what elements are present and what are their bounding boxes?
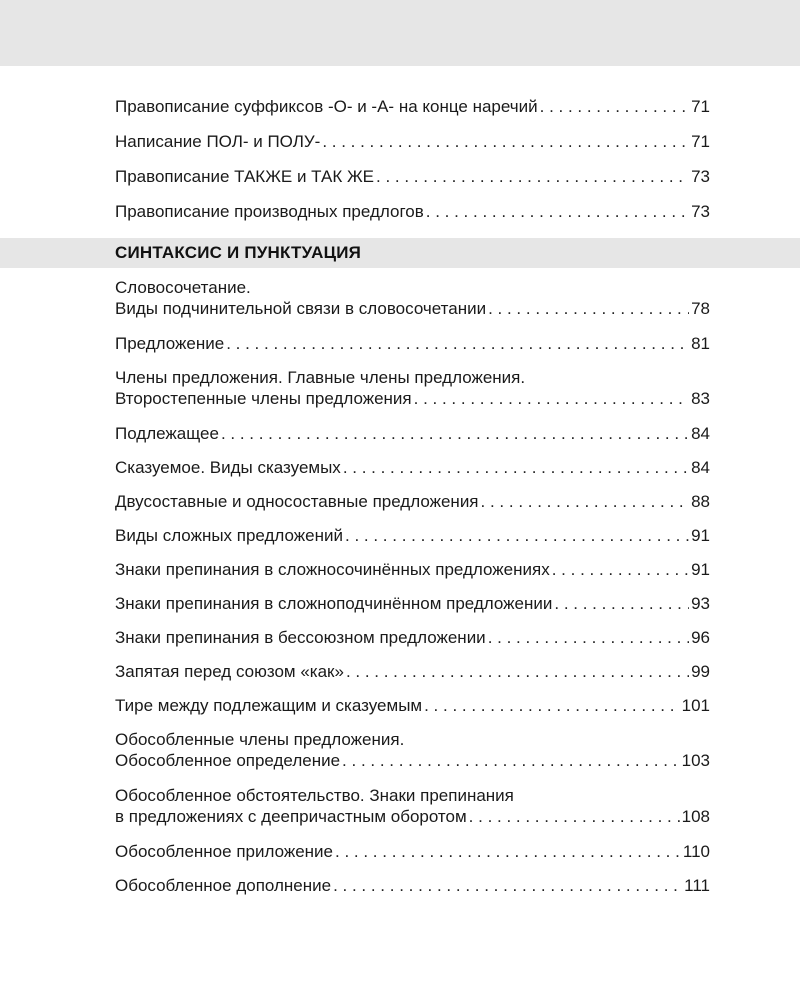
entry-title-line1: Члены предложения. Главные члены предложения. (115, 368, 526, 387)
toc-entry[interactable] (115, 457, 710, 491)
entry-page: 78 (691, 299, 710, 318)
dot-leader (469, 806, 680, 827)
entry-page: 71 (691, 132, 710, 151)
entry-title: Второстепенные члены предложения (115, 389, 412, 408)
entry-page: 99 (691, 662, 710, 681)
dot-leader (552, 559, 689, 580)
entry-title: Написание ПОЛ- и ПОЛУ- (115, 132, 321, 151)
entry-title: Знаки препинания в сложносочинённых предложениях (115, 560, 550, 579)
dot-leader (554, 593, 689, 614)
section-title: СИНТАКСИС И ПУНКТУАЦИЯ (115, 243, 362, 262)
entry-title-line1: Обособленное обстоятельство. Знаки препинания (115, 786, 514, 805)
entry-title: Обособленное определение (115, 751, 341, 770)
entry-page: 91 (691, 560, 710, 579)
entry-page: 84 (691, 458, 710, 477)
toc-entry[interactable] (115, 627, 710, 661)
dot-leader (481, 491, 690, 512)
toc-entry[interactable] (115, 875, 710, 909)
toc-entry[interactable] (115, 559, 710, 593)
entry-title: Правописание ТАКЖЕ и ТАК ЖЕ (115, 167, 375, 186)
toc-entry[interactable] (115, 525, 710, 559)
entry-page: 83 (691, 389, 710, 408)
entry-page: 88 (691, 492, 710, 511)
dot-leader (335, 841, 681, 862)
dot-leader (426, 201, 689, 222)
entry-title: Правописание производных предлогов (115, 202, 424, 221)
toc-entry[interactable] (115, 201, 710, 236)
entry-page: 110 (682, 842, 710, 861)
entry-title: Знаки препинания в бессоюзном предложении (115, 628, 486, 647)
entry-title: Правописание суффиксов -О- и -А- на конце наречий (115, 97, 538, 116)
section-header (0, 238, 800, 268)
entry-page: 84 (691, 424, 710, 443)
entry-title-line1: Обособленные члены предложения. (115, 730, 405, 749)
dot-leader (540, 96, 689, 117)
entry-page: 93 (691, 594, 710, 613)
entry-page: 73 (691, 202, 710, 221)
entry-title: Обособленное дополнение (115, 876, 332, 895)
dot-leader (414, 388, 689, 409)
toc-entry[interactable] (115, 367, 710, 423)
toc-group-top (115, 96, 710, 236)
dot-leader (488, 298, 689, 319)
entry-page: 73 (691, 167, 710, 186)
entry-title: Тире между подлежащим и сказуемым (115, 696, 423, 715)
toc-entry[interactable] (115, 729, 710, 785)
toc-entry[interactable] (115, 841, 710, 875)
toc-entry[interactable] (115, 695, 710, 729)
dot-leader (342, 750, 680, 771)
toc-group-syntax (115, 277, 710, 909)
entry-page: 103 (681, 751, 710, 770)
dot-leader (333, 875, 682, 896)
dot-leader (221, 423, 689, 444)
entry-title: в предложениях с деепричастным оборотом (115, 807, 467, 826)
toc-entry[interactable] (115, 131, 710, 166)
entry-page: 101 (681, 696, 710, 715)
dot-leader (424, 695, 680, 716)
toc-entry[interactable] (115, 277, 710, 333)
dot-leader (226, 333, 689, 354)
dot-leader (345, 525, 689, 546)
entry-title: Сказуемое. Виды сказуемых (115, 458, 341, 477)
toc-entry[interactable] (115, 96, 710, 131)
entry-page: 91 (691, 526, 710, 545)
entry-title: Виды сложных предложений (115, 526, 344, 545)
entry-title: Подлежащее (115, 424, 219, 443)
dot-leader (322, 131, 689, 152)
toc-entry[interactable] (115, 333, 710, 367)
entry-title: Двусоставные и односоставные предложения (115, 492, 479, 511)
entry-title-line1: Словосочетание. (115, 278, 251, 297)
toc-entry[interactable] (115, 491, 710, 525)
entry-page: 96 (691, 628, 710, 647)
toc-entry[interactable] (115, 785, 710, 841)
entry-page: 81 (691, 334, 710, 353)
dot-leader (343, 457, 689, 478)
toc-entry[interactable] (115, 166, 710, 201)
entry-title: Виды подчинительной связи в словосочетании (115, 299, 487, 318)
entry-page: 71 (691, 97, 710, 116)
entry-title: Запятая перед союзом «как» (115, 662, 344, 681)
entry-title: Предложение (115, 334, 225, 353)
dot-leader (346, 661, 689, 682)
toc-entry[interactable] (115, 661, 710, 695)
header-band (0, 0, 800, 66)
dot-leader (376, 166, 689, 187)
toc-entry[interactable] (115, 593, 710, 627)
dot-leader (488, 627, 689, 648)
entry-title: Знаки препинания в сложноподчинённом предложении (115, 594, 553, 613)
toc-entry[interactable] (115, 423, 710, 457)
entry-title: Обособленное приложение (115, 842, 334, 861)
entry-page: 108 (681, 807, 710, 826)
entry-page: 111 (684, 876, 710, 895)
